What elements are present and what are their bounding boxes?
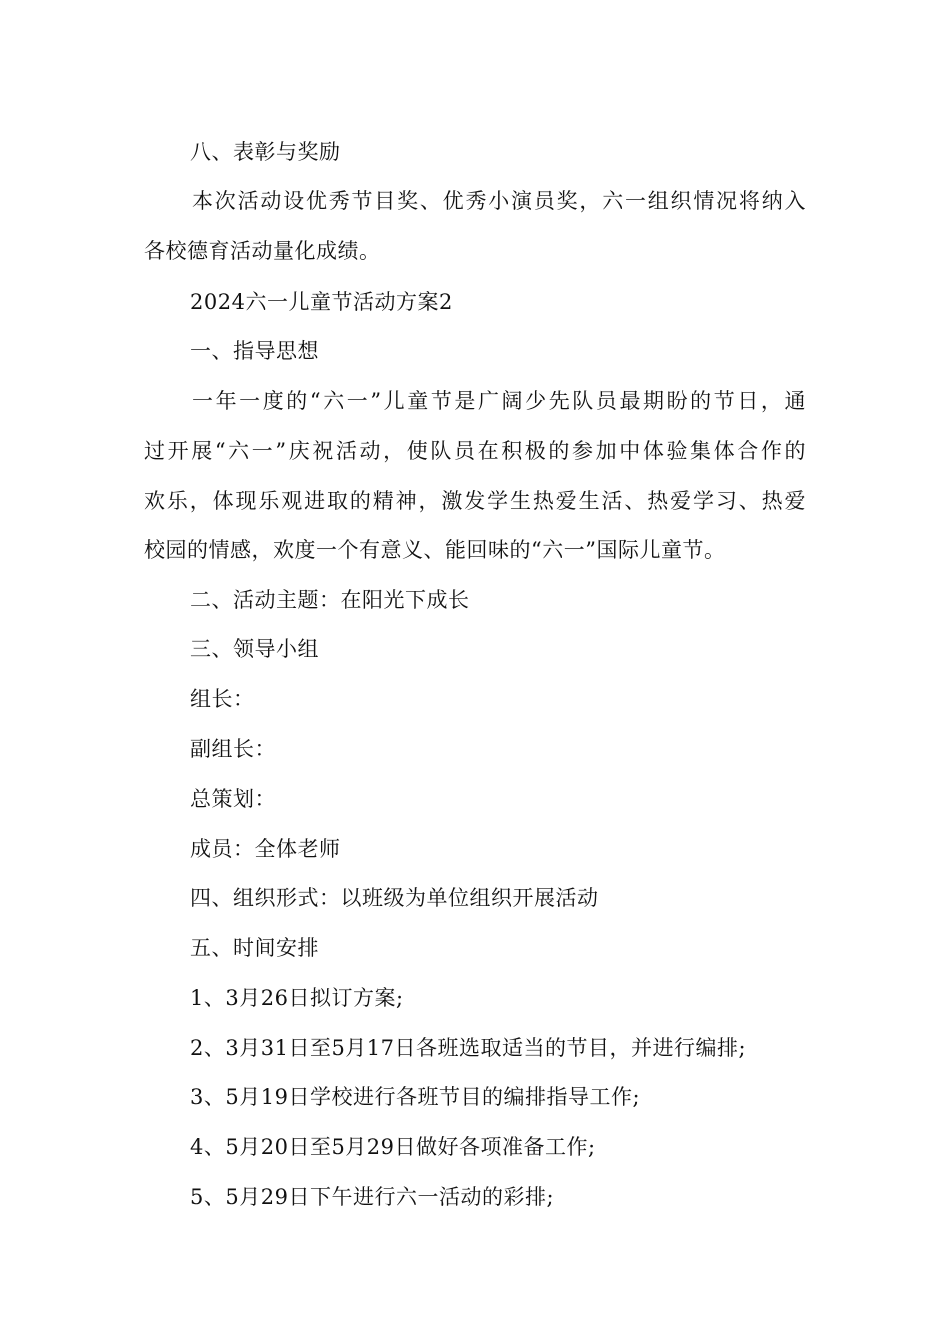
- section-heading-organization: 四、组织形式：以班级为单位组织开展活动: [190, 886, 599, 910]
- section-heading-theme: 二、活动主题：在阳光下成长: [190, 588, 470, 612]
- paragraph-line: 一年一度的“六一”儿童节是广阔少先队员最期盼的节日，通: [192, 389, 806, 413]
- schedule-item: 2、3月31日至5月17日各班选取适当的节目，并进行编排;: [190, 1036, 747, 1060]
- section-heading-awards: 八、表彰与奖励: [190, 140, 341, 164]
- schedule-item: 1、3月26日拟订方案;: [190, 986, 404, 1010]
- schedule-item: 3、5月19日学校进行各班节目的编排指导工作;: [190, 1085, 641, 1109]
- paragraph-line: 各校德育活动量化成绩。: [144, 239, 381, 263]
- paragraph-line: 过开展“六一”庆祝活动，使队员在积极的参加中体验集体合作的: [144, 439, 806, 463]
- schedule-item: 4、5月20日至5月29日做好各项准备工作;: [190, 1135, 596, 1159]
- leader-item: 组长：: [190, 687, 255, 711]
- paragraph-line: 欢乐，体现乐观进取的精神，激发学生热爱生活、热爱学习、热爱: [144, 489, 806, 513]
- leader-item: 副组长：: [190, 737, 276, 761]
- paragraph-line: 校园的情感，欢度一个有意义、能回味的“六一”国际儿童节。: [144, 538, 726, 562]
- section-heading-guiding-thought: 一、指导思想: [190, 339, 319, 363]
- leader-item: 总策划：: [190, 787, 276, 811]
- schedule-item: 5、5月29日下午进行六一活动的彩排;: [190, 1185, 555, 1209]
- section-heading-leadership: 三、领导小组: [190, 637, 319, 661]
- paragraph-line: 本次活动设优秀节目奖、优秀小演员奖，六一组织情况将纳入: [192, 189, 806, 213]
- section-heading-schedule: 五、时间安排: [190, 936, 319, 960]
- leader-item: 成员：全体老师: [190, 837, 341, 861]
- document-title: 2024六一儿童节活动方案2: [190, 290, 453, 314]
